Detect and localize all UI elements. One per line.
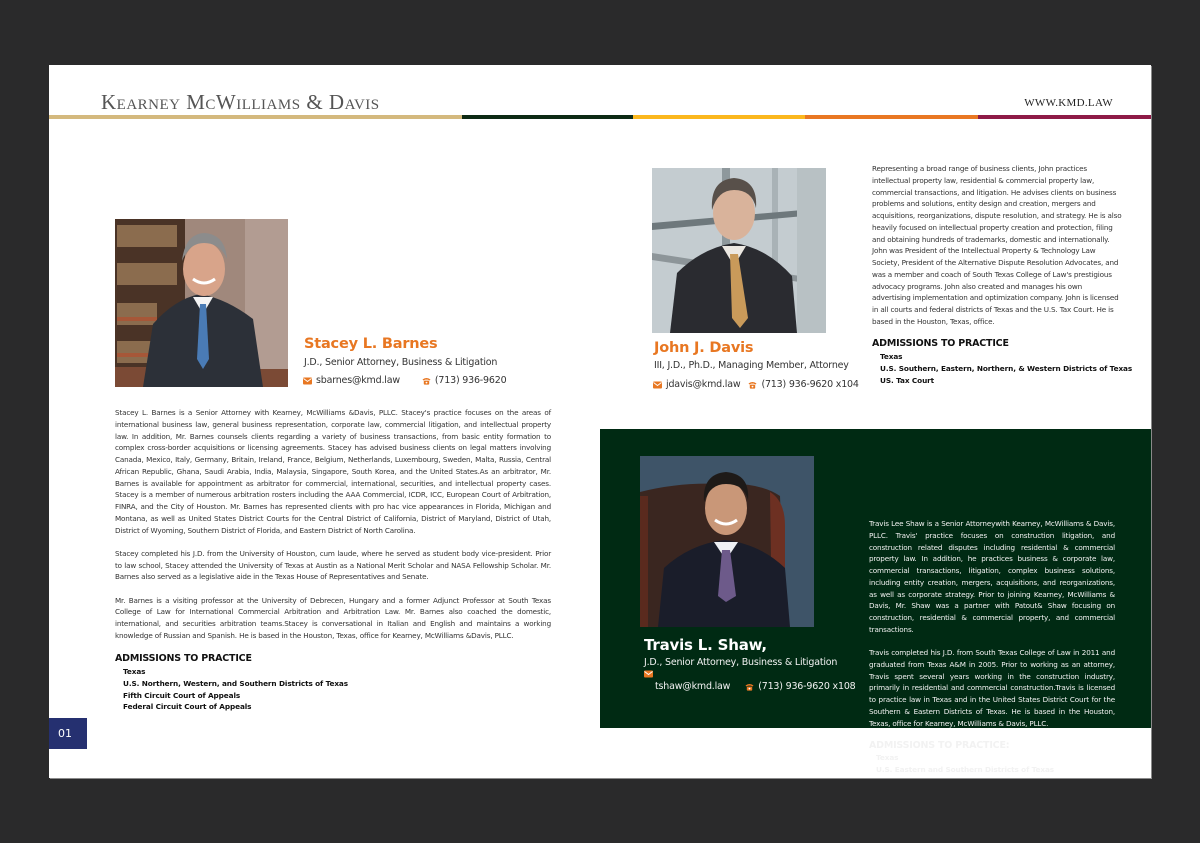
- attorney-title: III, J.D., Ph.D., Managing Member, Attorney: [654, 360, 849, 371]
- attorney-contact: [303, 375, 506, 386]
- admission-item: U.S. Southern, Eastern, Northern, & Western Districts of Texas: [880, 363, 1133, 373]
- admission-item: Texas: [880, 352, 903, 361]
- featured-attorney-panel: [600, 429, 1151, 774]
- photo-john-davis: [652, 168, 826, 333]
- attorney-title: J.D., Senior Attorney, Business & Litigation: [304, 357, 498, 368]
- email-icon: [644, 670, 653, 678]
- phone-number[interactable]: (713) 936-9620 x108: [758, 681, 856, 692]
- bio-paragraph: Stacey L. Barnes is a Senior Attorney with Kearney, McWilliams &Davis, PLLC. Stacey's practice focuses on the areas of international business law, general business representation, corporate law, commercial litigation, and intellectual property law. In addition, Mr. Barnes counsels clients regarding a variety of business transactions, from basic entity formation to complex cross-border acquisitions or licensing agreements. Stacey has advised business clients on legal matters involving Canada, Mexico, Italy, Germany, Britain, Ireland, France, Belgium, Netherlands, Luxembourg, Sweden, Malta, Russia, Central African Republic, Ghana, Saudi Arabia, India, Malaysia, Singapore, South Korea, and the United States.As an arbitrator, Mr. Barnes is available for appointment as arbitrator for commercial, international, securities, and intellectual property cases. Stacey is a member of numerous arbitration rosters including the AAA Commercial, ICDR, ICC, European Court of Arbitration, FINRA, and the City of Houston. Mr. Barnes has represented clients with pro hac vice appearances in Florida, Michigan and Montana, as well as United States District Courts for the Central District of California, District of Maryland, District of Utah, District of Wyoming, Southern District of Florida, and Eastern District of North Carolina.: [115, 408, 551, 535]
- attorney-contact: [655, 681, 856, 692]
- attorney-title: J.D., Senior Attorney, Business & Litigation: [644, 657, 838, 668]
- admission-item: Fifth Circuit Court of Appeals: [123, 690, 241, 700]
- attorney-name: Stacey L. Barnes: [304, 336, 438, 352]
- photo-travis-shaw: [640, 456, 814, 627]
- admission-item: U.S. Northern, Western, and Southern Districts of Texas: [123, 678, 349, 688]
- bio-paragraph: Travis Lee Shaw is a Senior Attorneywith Kearney, McWilliams & Davis, PLLC. Travis' practice focuses on construction litigation, and construction related disputes including residential & commercial property law. In addition, he practices business & corporate law, commercial transactions, litigation, complex business solutions, including entity creation, mergers, acquisitions, and reorganizations, as well as corporate strategy. Prior to joining Kearney, McWilliams & Davis, Mr. Shaw was a partner with Patout& Shaw focusing on construction, residential & commercial property, and commercial transactions.: [869, 519, 1115, 634]
- admission-item: US. Tax Court: [880, 375, 935, 385]
- email-link[interactable]: sbarnes@kmd.law: [316, 375, 400, 386]
- admissions-heading: ADMISSIONS TO PRACTICE: [115, 653, 252, 664]
- firm-name: Kearney McWilliams & Davis: [101, 90, 380, 114]
- bio-paragraph: Mr. Barnes is a visiting professor at the University of Debrecen, Hungary and a former Adjunct Professor at South Texas College of Law for International Commercial Arbitration and Arbitration Law. Mr. Barnes also coached the domestic, international, and securities arbitration teams.Stacey is conversational in Italian and English and maintains a working knowledge of Russian and Spanish. He is based in the Houston, Texas, office for Kearney, McWilliams &Davis, PLLC.: [115, 595, 551, 640]
- attorney-bio: [872, 163, 1122, 328]
- attorney-bio: [869, 518, 1115, 729]
- header-stripe-maroon: [978, 115, 1151, 119]
- firm-website: WWW.KMD.LAW: [1024, 97, 1113, 109]
- header-stripe-green: [462, 115, 633, 119]
- email-icon: [303, 377, 312, 385]
- header-stripe-orange: [805, 115, 978, 119]
- email-icon: [653, 381, 662, 389]
- phone-number[interactable]: (713) 936-9620 x104: [761, 379, 859, 390]
- admission-item: U.S. Eastern and Southern Districts of Texas: [876, 764, 1055, 774]
- phone-icon: [748, 381, 757, 389]
- phone-icon: [422, 377, 431, 385]
- admission-item: Federal Circuit Court of Appeals: [123, 702, 252, 712]
- phone-icon: [745, 683, 754, 691]
- attorney-contact: [653, 379, 859, 390]
- brochure-page: [49, 65, 1151, 778]
- attorney-name: John J. Davis: [654, 340, 754, 356]
- admissions-heading: ADMISSIONS TO PRACTICE: [872, 338, 1009, 349]
- header-stripe-tan: [49, 115, 462, 119]
- bio-paragraph: Representing a broad range of business clients, John practices intellectual property law, residential & commercial property law, commercial transactions, and litigation. He advises clients on business problems and solutions, entity design and creation, mergers and acquisitions, reorganizations, dispute resolution, and strategy. He is also heavily focused on intellectual property creation and protection, filing and obtaining hundreds of trademarks, domestic and internationally. John was President of the Intellectual Property & Technology Law Society, President of the Alternative Dispute Resolution Advocates, and was a member and coach of South Texas College of Law's prestigious advocacy programs. John also created and manages his own advertising implementation and optimization company. John is licensed in all courts and federal districts of Texas and the U.S. Tax Court. He is based in the Houston, Texas, office.: [872, 164, 1122, 326]
- admissions-list: [880, 351, 1132, 386]
- admission-item: Texas: [123, 667, 146, 676]
- admissions-heading: ADMISSIONS TO PRACTICE:: [869, 740, 1010, 751]
- page-number: 01: [49, 718, 87, 749]
- email-link[interactable]: jdavis@kmd.law: [666, 379, 741, 390]
- attorney-bio: [115, 407, 551, 642]
- admission-item: Texas: [876, 753, 899, 762]
- admissions-list: [123, 666, 348, 713]
- phone-number[interactable]: (713) 936-9620: [434, 375, 507, 386]
- header-stripe-yellow: [633, 115, 805, 119]
- bio-paragraph: Stacey completed his J.D. from the University of Houston, cum laude, where he served as student body vice-president. Prior to law school, Stacey attended the University of Texas at Austin as a National Merit Scholar and NASA Fellowship Scholar. Mr. Barnes also served as a legislative aide in the Texas House of Representatives and Senate.: [115, 548, 551, 582]
- photo-stacey-barnes: [115, 219, 288, 387]
- admissions-list: [876, 752, 1054, 776]
- bio-paragraph: Travis completed his J.D. from South Texas College of Law in 2011 and graduated from Texas A&M in 2005. Prior to working as an attorney, Travis spent several years working in the construction industry, primarily in residential and commercial construction.Travis is licensed to practice law in Texas and in the United States District Court for the Southern & Eastern Districts of Texas. He is based in the Houston, Texas, office for Kearney, McWilliams & Davis, PLLC.: [869, 648, 1115, 728]
- email-link[interactable]: tshaw@kmd.law: [655, 681, 731, 692]
- attorney-name: Travis L. Shaw,: [644, 636, 767, 654]
